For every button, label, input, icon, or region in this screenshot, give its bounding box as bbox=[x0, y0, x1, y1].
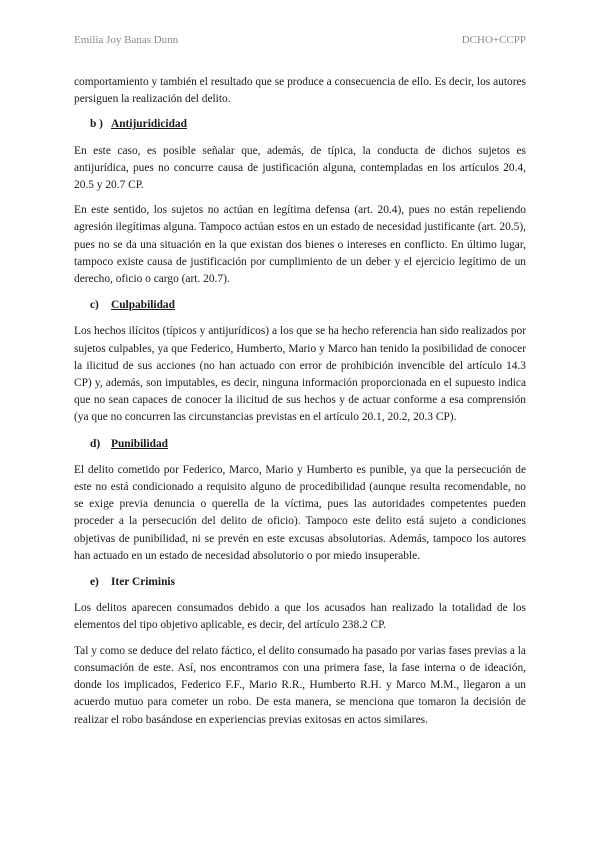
section-heading-antijuridicidad bbox=[74, 116, 526, 133]
document-body bbox=[74, 74, 526, 729]
section-heading-culpabilidad bbox=[74, 297, 526, 314]
section-letter: c) bbox=[90, 299, 99, 312]
section-title: Culpabilidad bbox=[111, 299, 175, 312]
paragraph: Tal y como se deduce del relato fáctico, el delito consumado ha pasado por varias fases previas a la consumación de este. Así, nos encontramos con una primera fase, la fase interna o de ideación, donde los implicados, Federico F.F., Mario R.R., Humberto R.H. y Marco M.M., llegaron a un acuerdo mutuo para cometer un robo. De esta manera, se menciona que tomaron la decisión de realizar el robo basándose en experiencias previas exitosas en actos similares. bbox=[74, 644, 526, 726]
paragraph: Los delitos aparecen consumados debido a que los acusados han realizado la totalidad de los elementos del tipo objetivo aplicable, es decir, del artículo 238.2 CP. bbox=[74, 602, 526, 632]
header-course: DCHO+CCPP bbox=[461, 34, 526, 46]
paragraph: Los hechos ilícitos (típicos y antijurídicos) a los que se ha hecho referencia han sido realizados por sujetos culpables, ya que Federico, Humberto, Mario y Marco han tenido la posibilidad de conocer la ilicitud de sus acciones (no han actuado con error de prohibición invencible del artículo 14.3 CP) y, además, son imputables, es decir, ninguna información proporcionada en el supuesto indica que no sean capaces de conocer la ilicitud de sus hechos y de actuar conforme a esa comprensión (ya que no concurren las circunstancias previstas en el artículo 20.1, 20.2, 20.3 CP). bbox=[74, 325, 526, 424]
section-title: Antijuridicidad bbox=[111, 118, 187, 131]
intro-paragraph: comportamiento y también el resultado que se produce a consecuencia de ello. Es decir, los autores persiguen la realización del delito. bbox=[74, 76, 526, 106]
section-heading-iter-criminis bbox=[74, 574, 526, 591]
paragraph: En este sentido, los sujetos no actúan en legítima defensa (art. 20.4), pues no están repeliendo agresión ilegítimas alguna. Tampoco actúan estos en un estado de necesidad justificante (art. 20.5), pues no se da una situación en la que existan dos bienes o intereses en conflicto. En último lugar, tampoco existe causa de justificación por cumplimiento de un deber y el ejercicio legítimo de un derecho, oficio o cargo (art. 20.7). bbox=[74, 204, 526, 286]
section-title: Punibilidad bbox=[111, 437, 168, 450]
paragraph: En este caso, es posible señalar que, además, de típica, la conducta de dichos sujetos es antijurídica, pues no concurre causa de justificación alguna, contempladas en los artículos 20.4, 20.5 y 20.7 CP. bbox=[74, 144, 526, 192]
section-title: Iter Criminis bbox=[111, 576, 176, 589]
section-letter: d) bbox=[90, 437, 101, 450]
paragraph: El delito cometido por Federico, Marco, Mario y Humberto es punible, ya que la persecución de este no está condicionado a requisito alguno de procedibilidad (aunque resulta recomendable, no se exige previa denuncia o querella de la víctima, pues las autoridades competentes pueden proceder a la persecución del delito de oficio). Tampoco este delito está sujeto a condiciones objetivas de punibilidad, ni se prevén en este excusas absolutorias. Además, tampoco los autores han actuado en un estado de necesidad absolutorio o por miedo insuperable. bbox=[74, 463, 526, 562]
section-letter: b ) bbox=[90, 118, 103, 131]
section-letter: e) bbox=[90, 576, 99, 589]
header-author: Emilia Joy Banas Dunn bbox=[74, 34, 179, 46]
section-heading-punibilidad bbox=[74, 436, 526, 453]
page-header bbox=[74, 34, 526, 50]
